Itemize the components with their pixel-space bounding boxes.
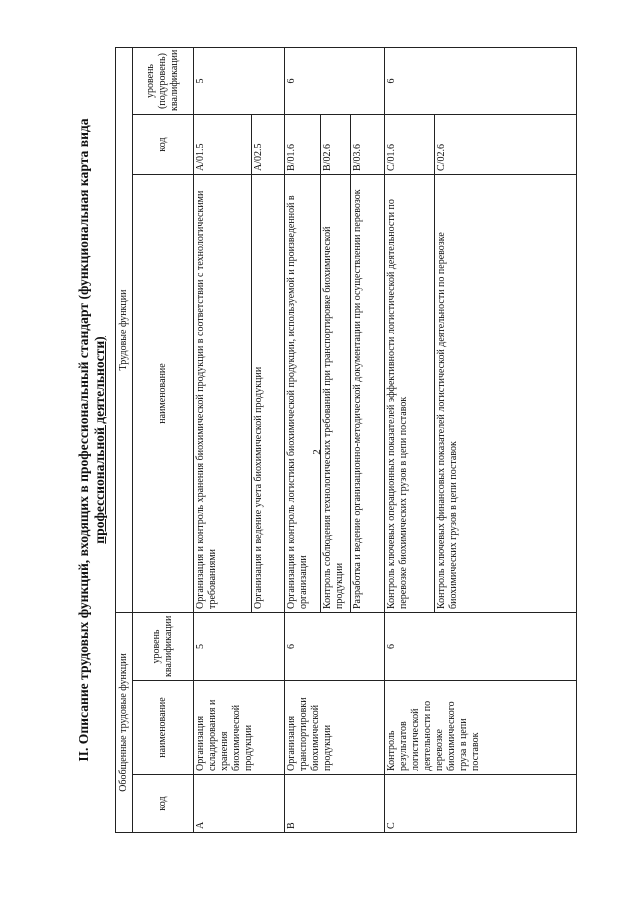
tf-code: C/01.6 (384, 115, 435, 175)
table-row (384, 48, 435, 833)
tf-code: A/02.5 (251, 115, 284, 175)
section-title-line-1: II. Описание трудовых функций, входящих в профессиональный стандарт (функциональная карта вида (76, 118, 91, 762)
header-function-level: уровень (подуровень) квалификации (132, 48, 194, 115)
gtf-name: Организация транспортировки биохимической продукции (285, 681, 384, 775)
tf-name: Организация и контроль хранения биохимической продукции в соответствии с технологическими требованиями (194, 175, 251, 613)
tf-name: Разработка и ведение организационно-методической документации при осуществлении перевозок (351, 175, 384, 613)
section-title (76, 42, 112, 838)
tf-name: Контроль соблюдения технологических требований при транспортировке биохимической продукции (320, 175, 351, 613)
tf-name: Контроль ключевых финансовых показателей логистической деятельности по перевозке биохимических грузов в цепи поставок (435, 175, 577, 613)
header-generalized-functions: Обобщенные трудовые функции (116, 613, 133, 833)
header-function-name: наименование (132, 175, 194, 613)
header-labor-functions: Трудовые функции (116, 48, 133, 613)
page-number: 2 (311, 449, 323, 455)
tf-level: 6 (285, 48, 384, 115)
tf-level: 6 (384, 48, 576, 115)
tf-code: B/01.6 (285, 115, 320, 175)
tf-code: B/03.6 (351, 115, 384, 175)
tf-name: Контроль ключевых операционных показателей эффективности логистической деятельности по перевозке биохимических грузов в цепи поставок (384, 175, 435, 613)
header-qualification-level: уровень квалификации (132, 613, 194, 681)
functional-map-table (115, 47, 577, 833)
tf-code: A/01.5 (194, 115, 251, 175)
table-row (285, 48, 320, 833)
gtf-name: Организация складирования и хранения биохимической продукции (194, 681, 285, 775)
header-name: наименование (132, 681, 194, 775)
gtf-code: C (384, 775, 576, 833)
tf-name: Организация и ведение учета биохимической продукции (251, 175, 284, 613)
gtf-code: A (194, 775, 285, 833)
rotated-page-content (76, 42, 579, 838)
gtf-name: Контроль результатов логистической деятельности по перевозке биохимического груза в цепи поставок (384, 681, 576, 775)
table-row (194, 48, 251, 833)
tf-code: B/02.6 (320, 115, 351, 175)
gtf-level: 5 (194, 613, 285, 681)
section-title-line-2: профессиональной деятельности) (92, 336, 107, 544)
gtf-code: B (285, 775, 384, 833)
tf-name: Организация и контроль логистики биохимической продукции, используемой и произведенной в организации (285, 175, 320, 613)
gtf-level: 6 (384, 613, 576, 681)
header-code: код (132, 775, 194, 833)
header-function-code: код (132, 115, 194, 175)
tf-level: 5 (194, 48, 285, 115)
gtf-level: 6 (285, 613, 384, 681)
tf-code: C/02.6 (435, 115, 577, 175)
